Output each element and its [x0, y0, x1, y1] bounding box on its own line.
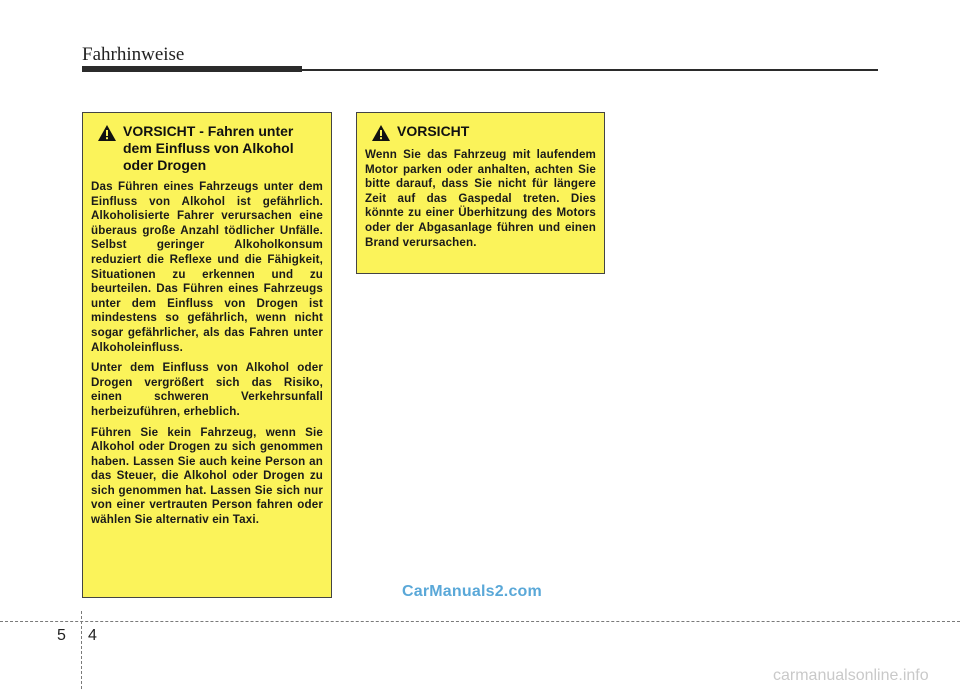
page-number: 4 — [88, 627, 97, 644]
caution-paragraph: Wenn Sie das Fahrzeug mit laufendem Motor parken oder anhalten, achten Sie bitte darauf, dass Sie nicht für längere Zeit auf das Gaspedal treten. Dies könnte zu einer Überhitzung des Motors oder der Abgasanlage führen und einen Brand verursachen. — [365, 148, 596, 249]
footer-site-watermark[interactable]: carmanualsonline.info — [773, 667, 929, 684]
footer-vertical-rule — [81, 611, 82, 689]
caution-header — [365, 123, 596, 142]
caution-box-parking-engine — [356, 112, 605, 274]
caution-header — [91, 123, 323, 174]
caution-box-alcohol-drugs — [82, 112, 332, 598]
caution-paragraph: Das Führen eines Fahrzeugs unter dem Einfluss von Alkohol ist gefährlich. Alkoholisierte Fahrer verursachen eine überaus große Anzahl tödlicher Unfälle. Selbst geringer Alkoholkonsum reduziert die Reflexe und die Fähigkeit, Situationen zu erkennen und zu beurteilen. Das Führen eines Fahrzeugs unter dem Einfluss von Drogen ist mindestens so gefährlich, wenn nicht sogar gefährlicher, als das Fahren unter Alkoholeinfluss. — [91, 180, 323, 354]
header-rule-thick — [82, 66, 302, 72]
warning-triangle-icon — [371, 124, 391, 142]
caution-paragraph: Unter dem Einfluss von Alkohol oder Drogen vergrößert sich das Risiko, einen schweren Verkehrsunfall herbeizuführen, erheblich. — [91, 361, 323, 418]
warning-triangle-icon — [97, 124, 117, 142]
footer-dashed-rule — [0, 621, 960, 622]
watermark-link[interactable]: CarManuals2.com — [402, 583, 542, 600]
page-header-title: Fahrhinweise — [82, 44, 185, 65]
caution-paragraph: Führen Sie kein Fahrzeug, wenn Sie Alkohol oder Drogen zu sich genommen haben. Lassen Sie auch keine Person an das Steuer, die Alkohol oder Drogen zu sich genommen hat. Lassen Sie sich nur von einer vertrauten Person fahren oder wählen Sie alternativ ein Taxi. — [91, 425, 323, 527]
caution-heading: VORSICHT - Fahren unter dem Einfluss von Alkohol oder Drogen — [123, 123, 294, 173]
caution-heading: VORSICHT — [397, 123, 470, 139]
header-rule-thin — [300, 69, 878, 71]
page-section-number: 5 — [57, 627, 66, 644]
